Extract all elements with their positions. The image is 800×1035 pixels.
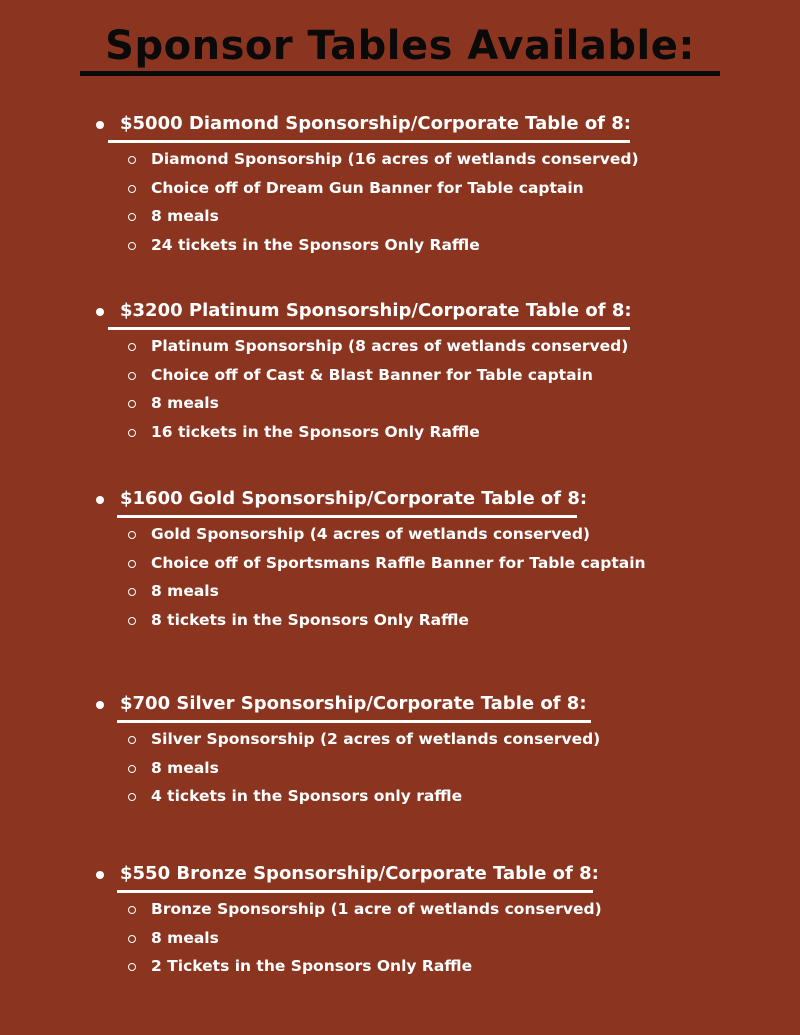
list-item-text: Silver Sponsorship (2 acres of wetlands conserved) [151,730,601,748]
list-item [0,725,800,754]
hollow-bullet-icon [128,736,136,744]
list-item-text: Diamond Sponsorship (16 acres of wetlands conserved) [151,150,639,168]
hollow-bullet-icon [128,400,136,408]
page-title: Sponsor Tables Available: [105,23,695,69]
list-item [0,361,800,390]
hollow-bullet-icon [128,343,136,351]
list-item [0,202,800,231]
list-item-text: Bronze Sponsorship (1 acre of wetlands conserved) [151,900,602,918]
hollow-bullet-icon [128,560,136,568]
list-item-text: Choice off of Cast & Blast Banner for Table captain [151,365,593,384]
list-item-text: 2 Tickets in the Sponsors Only Raffle [151,957,473,975]
hollow-bullet-icon [128,963,136,971]
hollow-bullet-icon [128,935,136,943]
list-item-text: 8 tickets in the Sponsors Only Raffle [151,610,469,629]
list-item [0,145,800,174]
section-heading-text: $1600 Gold Sponsorship/Corporate Table of 8: [120,488,588,509]
sub-list [0,145,800,259]
list-item-text: 16 tickets in the Sponsors Only Raffle [151,422,480,441]
sub-list [0,725,800,811]
section-heading [0,855,800,891]
sub-list [0,332,800,446]
hollow-bullet-icon [128,765,136,773]
list-item [0,606,800,635]
list-item-text: 8 meals [151,207,219,225]
list-item [0,389,800,418]
title-rule [80,71,720,76]
heading-underline [108,140,630,143]
list-item-text: Choice off of Sportsmans Raffle Banner for Table captain [151,553,646,572]
hollow-bullet-icon [128,213,136,221]
section-heading-text: $700 Silver Sponsorship/Corporate Table of 8: [120,693,587,714]
list-item [0,924,800,953]
hollow-bullet-icon [128,372,136,380]
list-item [0,549,800,578]
list-item-text: 24 tickets in the Sponsors Only Raffle [151,235,480,254]
heading-underline [117,515,577,518]
list-item-text: Choice off of Dream Gun Banner for Table captain [151,178,584,197]
bullet-dot-icon [96,496,104,504]
hollow-bullet-icon [128,906,136,914]
hollow-bullet-icon [128,429,136,437]
list-item-text: Platinum Sponsorship (8 acres of wetlands conserved) [151,337,629,355]
list-item [0,754,800,783]
section-heading-text: $5000 Diamond Sponsorship/Corporate Table of 8: [120,113,632,134]
list-item [0,174,800,203]
list-item [0,418,800,447]
bullet-dot-icon [96,871,104,879]
section-heading [0,105,800,141]
bullet-dot-icon [96,701,104,709]
list-item-text: 8 meals [151,394,219,412]
heading-underline [117,890,593,893]
list-item-text: 4 tickets in the Sponsors only raffle [151,787,463,805]
hollow-bullet-icon [128,156,136,164]
section-heading [0,480,800,516]
list-item [0,895,800,924]
heading-underline [108,327,630,330]
list-item [0,231,800,260]
list-item-text: 8 meals [151,758,219,777]
hollow-bullet-icon [128,588,136,596]
section-heading-text: $550 Bronze Sponsorship/Corporate Table of 8: [120,863,599,884]
bullet-dot-icon [96,308,104,316]
list-item [0,782,800,811]
sub-list [0,520,800,634]
hollow-bullet-icon [128,617,136,625]
bullet-dot-icon [96,121,104,129]
section-heading [0,685,800,721]
list-item-text: 8 meals [151,582,219,600]
list-item-text: 8 meals [151,928,219,947]
hollow-bullet-icon [128,242,136,250]
list-item [0,952,800,981]
hollow-bullet-icon [128,185,136,193]
list-item [0,577,800,606]
section-heading [0,292,800,328]
list-item [0,520,800,549]
list-item-text: Gold Sponsorship (4 acres of wetlands conserved) [151,525,590,543]
section-heading-text: $3200 Platinum Sponsorship/Corporate Table of 8: [120,300,632,321]
sub-list [0,895,800,981]
hollow-bullet-icon [128,793,136,801]
heading-underline [117,720,591,723]
hollow-bullet-icon [128,531,136,539]
list-item [0,332,800,361]
